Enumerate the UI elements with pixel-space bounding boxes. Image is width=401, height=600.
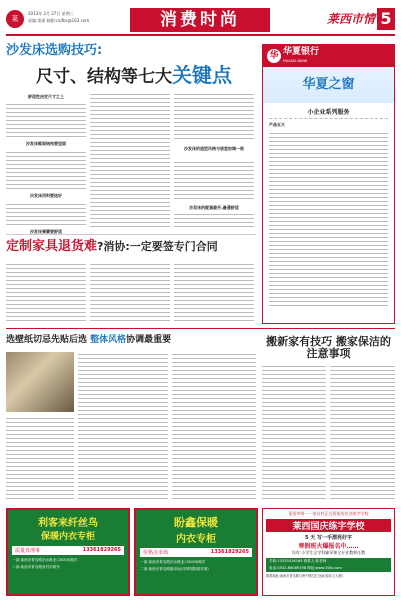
subhead-2: 沙发床框架结构要坚固 <box>26 141 66 146</box>
main-col-3b <box>174 160 254 202</box>
main-col-3 <box>174 92 254 142</box>
school-slogan: 5 天 写一手漂亮好字 <box>305 535 352 541</box>
subhead-1: 舒适性决定尺寸之上 <box>28 94 64 99</box>
customize-col-1 <box>6 262 86 322</box>
customize-headline-prefix: 定制家具退货难 <box>6 239 98 254</box>
wallpaper-headline-prefix: 选壁纸切忌先贴后选 <box>6 335 91 345</box>
sofa-tip-title-2: 沙发床的配套款开,最通舒适 <box>189 205 239 210</box>
customize-col-3 <box>174 262 254 322</box>
ad2-phone: 13361829265 <box>210 549 249 555</box>
customize-col-2 <box>90 262 170 322</box>
ad2-subtitle: 内衣专柜 <box>176 534 216 545</box>
page-header <box>0 0 401 34</box>
main-headline-prefix: 尺寸、结构等七大 <box>36 67 172 87</box>
ad2-phone-label: 价格点市场 <box>143 550 169 556</box>
newspaper-brand: 莱西市情 <box>326 12 375 26</box>
ad1-subtitle: 保暖内衣专柜 <box>40 532 95 542</box>
ad-lilaika <box>6 508 130 596</box>
bank-article-title: 小企业系列服务 <box>307 109 350 116</box>
newspaper-logo-icon: 莱 <box>6 10 24 28</box>
moving-col-2 <box>330 364 395 502</box>
bank-window-title: 华夏之窗 <box>263 67 394 103</box>
ad2-phone-row <box>140 548 252 557</box>
bank-article-text <box>269 131 388 309</box>
ad1-title: 利客来纤丝鸟 <box>38 518 98 529</box>
wallpaper-col-3 <box>172 352 256 502</box>
ad1-phone-label: 质量真理事 <box>15 548 41 554</box>
main-headline-highlight: 关键点 <box>172 63 232 87</box>
header-rule <box>6 34 395 36</box>
bank-ad-box <box>262 44 395 324</box>
main-col-2 <box>90 92 170 227</box>
ad-school <box>262 508 395 596</box>
section-title: 消费时尚 <box>130 8 270 32</box>
ad1-phone-row <box>12 546 124 555</box>
sofa-tip-title: 沙发床的造型风格与居室协调一致 <box>184 146 244 151</box>
text-block <box>6 202 86 226</box>
header-date: 2013年 2月 27日 星期三 <box>28 11 74 16</box>
wallpaper-photo <box>6 352 74 412</box>
ad2-line2: 二部:莱西市青岛路隆市场(泮梦园影剧对面) <box>140 567 209 571</box>
moving-headline: 搬新家有技巧 搬家保洁的注意事项 <box>266 335 391 361</box>
subhead-4: 沙发床弹簧要舒适 <box>30 229 62 234</box>
text-block <box>6 102 86 138</box>
bank-name: 华夏银行 <box>283 47 320 57</box>
ad1-line1: 一部:莱西市青岛路泊水路北口000米路东 <box>12 558 78 562</box>
header-editor: 责编:姜丽 邮箱:cxjfbs@163.com <box>28 18 90 23</box>
wallpaper-headline-highlight: 整体风格 <box>90 335 127 345</box>
school-address: 联系地址:莱西市青岛路与州中路交汇处南(原乐立大厦) <box>266 574 343 578</box>
bank-product-title: 产品五大 <box>269 122 285 127</box>
ad1-phone: 13361829265 <box>82 547 121 553</box>
customize-headline-suffix: ?消协:一定要签专门合同 <box>97 240 218 253</box>
school-tagline: 莱西市唯一一家具有正式资质的民办练字学校 <box>288 511 369 516</box>
main-headline <box>36 64 232 87</box>
customize-headline <box>6 240 218 254</box>
main-col-1 <box>6 92 86 242</box>
text-block <box>6 150 86 190</box>
page-number: 5 <box>377 8 395 30</box>
school-subtitle: 设有:小学生全学科辅导课全专业教师任教 <box>291 550 366 555</box>
school-phone: 手机:13325016165 联系人:张老师 <box>266 558 391 565</box>
bank-logo-icon: 华 <box>267 49 281 63</box>
school-class: 寒假班火爆报名中…… <box>298 543 359 550</box>
moving-col-1 <box>262 364 326 502</box>
main-kicker: 沙发床选购技巧: <box>6 43 103 58</box>
subhead-3: 沙发床用料要选好 <box>30 193 62 198</box>
bank-banner <box>263 45 394 67</box>
ad2-line1: 一部:莱西市青岛路泊水路北口000米路东 <box>140 560 206 564</box>
wallpaper-headline <box>6 336 171 346</box>
ad-panxin <box>134 508 258 596</box>
school-name: 莱西国庆练字学校 <box>266 519 391 532</box>
wallpaper-headline-suffix: 协调最重要 <box>126 335 172 345</box>
ad2-title: 盼鑫保暖 <box>174 516 218 529</box>
main-col-3c <box>174 212 254 230</box>
ad1-line2: 二部:莱西市青岛路里村市路东 <box>12 565 60 569</box>
bank-name-en: HUAXIA BANK <box>283 59 308 63</box>
wallpaper-col-1 <box>6 416 74 502</box>
wallpaper-col-2 <box>78 352 168 502</box>
school-tel: 电话:0532-66089198 网址:www.30lx.com <box>266 565 391 572</box>
